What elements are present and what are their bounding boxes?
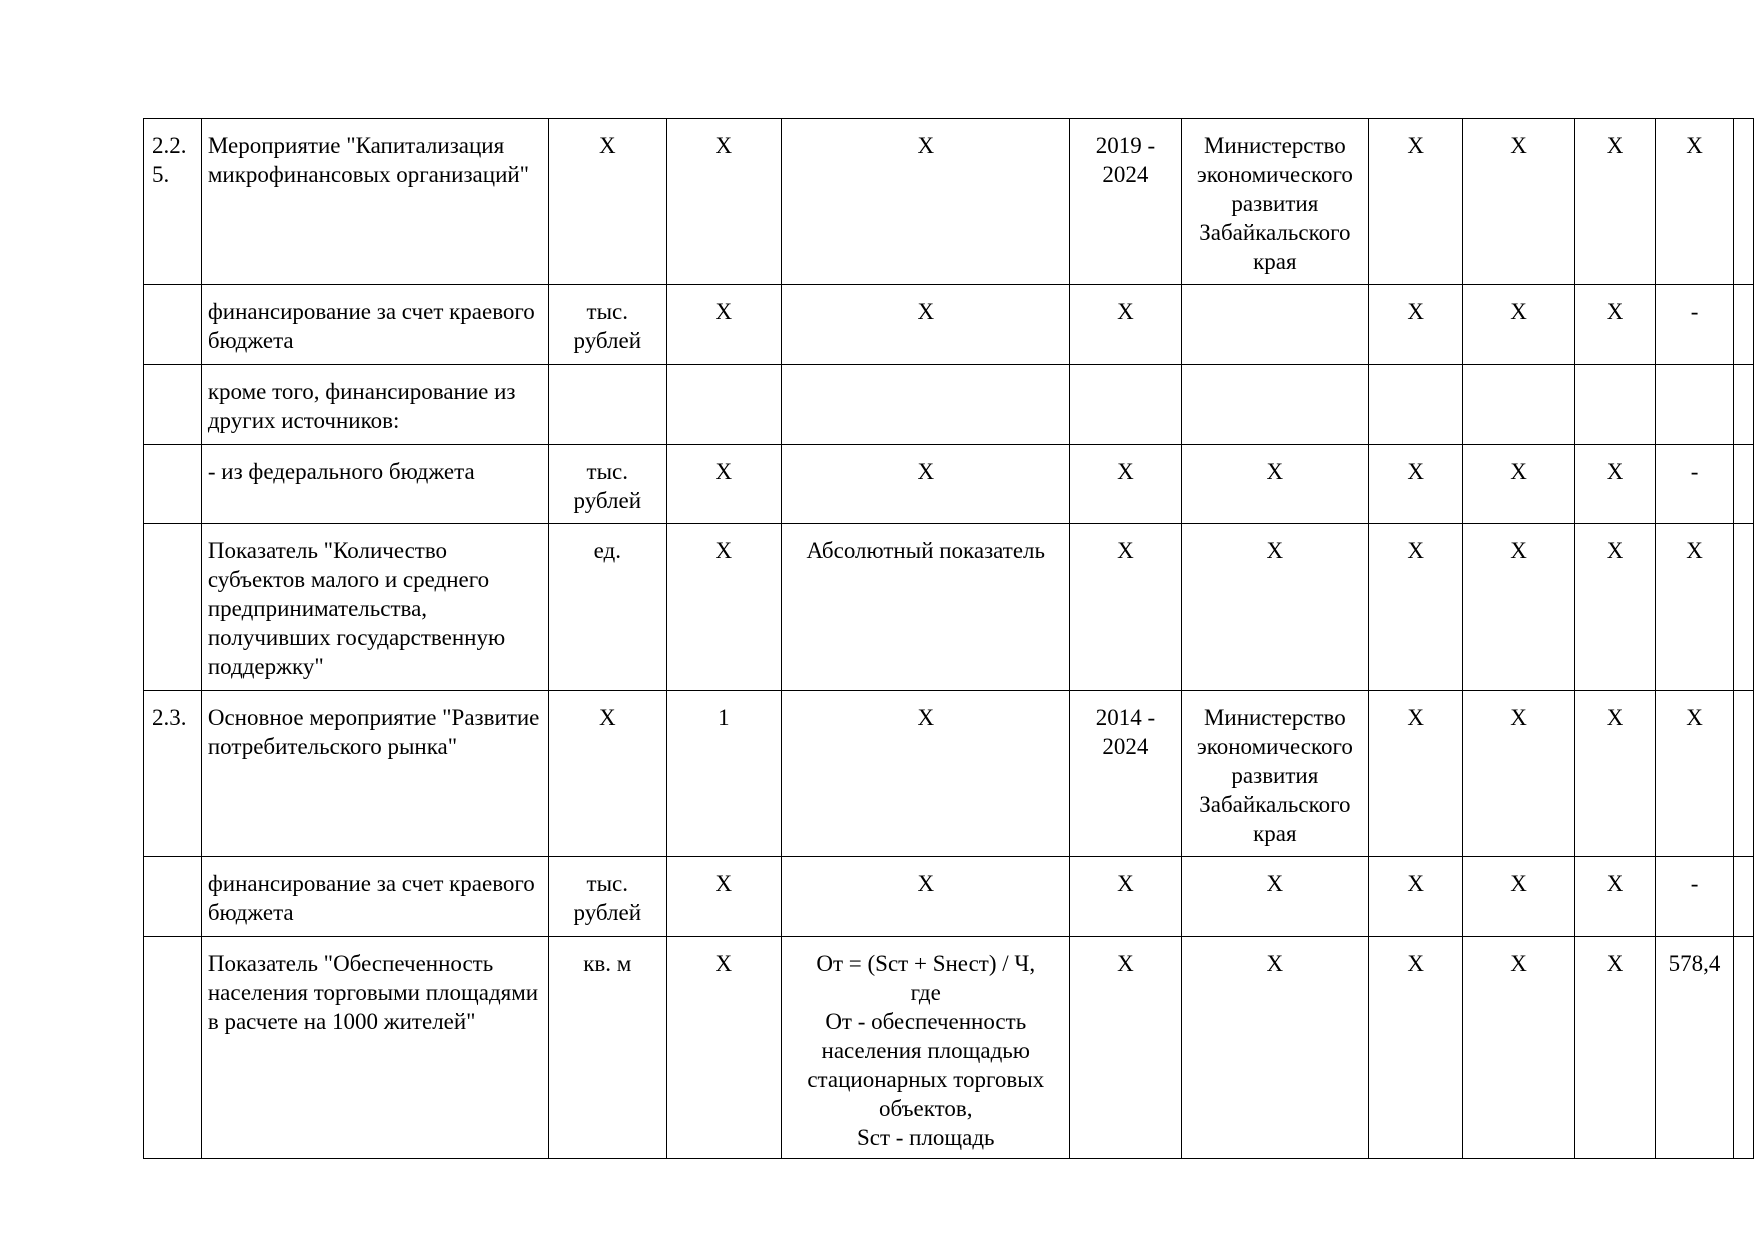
table-row xyxy=(144,285,1754,365)
row-number-cell: 2.2. 5. xyxy=(144,119,202,285)
table-row xyxy=(144,691,1754,857)
executor-cell: Министерство экономического развития Забайкальского края xyxy=(1181,119,1369,285)
activity-name-cell: кроме того, финансирование из других источников: xyxy=(201,365,548,445)
column-9-cell: X xyxy=(1574,691,1655,857)
executor-cell: X xyxy=(1181,524,1369,691)
column-3-cell: X xyxy=(666,524,782,691)
activity-name-cell: Основное мероприятие "Развитие потребительского рынка" xyxy=(201,691,548,857)
clipped-column-cell xyxy=(1733,937,1753,1159)
period-cell: X xyxy=(1070,857,1181,937)
table-row xyxy=(144,857,1754,937)
executor-cell: Министерство экономического развития Забайкальского края xyxy=(1181,691,1369,857)
activity-name-cell: финансирование за счет краевого бюджета xyxy=(201,857,548,937)
method-cell: X xyxy=(782,119,1070,285)
column-10-cell: - xyxy=(1656,445,1734,524)
table-row xyxy=(144,365,1754,445)
column-7-cell: X xyxy=(1369,119,1463,285)
column-8-cell: X xyxy=(1463,937,1575,1159)
table-row xyxy=(144,524,1754,691)
column-3-cell: X xyxy=(666,937,782,1159)
period-cell: 2019 - 2024 xyxy=(1070,119,1181,285)
method-cell: X xyxy=(782,285,1070,365)
period-cell: X xyxy=(1070,445,1181,524)
column-10-cell: X xyxy=(1656,524,1734,691)
column-8-cell: X xyxy=(1463,857,1575,937)
column-8-cell: X xyxy=(1463,119,1575,285)
activity-name-cell: Мероприятие "Капитализация микрофинансовых организаций" xyxy=(201,119,548,285)
unit-cell: ед. xyxy=(549,524,666,691)
unit-cell: X xyxy=(549,119,666,285)
column-8-cell: X xyxy=(1463,445,1575,524)
method-cell: Абсолютный показатель xyxy=(782,524,1070,691)
row-number-cell xyxy=(144,937,202,1159)
column-8-cell: X xyxy=(1463,285,1575,365)
table-row xyxy=(144,445,1754,524)
column-9-cell: X xyxy=(1574,524,1655,691)
executor-cell: X xyxy=(1181,445,1369,524)
column-3-cell xyxy=(666,365,782,445)
method-cell xyxy=(782,365,1070,445)
column-8-cell: X xyxy=(1463,691,1575,857)
clipped-column-cell xyxy=(1733,524,1753,691)
column-10-cell: X xyxy=(1656,119,1734,285)
column-10-cell xyxy=(1656,365,1734,445)
unit-cell: кв. м xyxy=(549,937,666,1159)
column-7-cell: X xyxy=(1369,857,1463,937)
clipped-column-cell xyxy=(1733,691,1753,857)
column-7-cell: X xyxy=(1369,445,1463,524)
column-10-cell: - xyxy=(1656,285,1734,365)
unit-cell xyxy=(549,365,666,445)
activity-name-cell: - из федерального бюджета xyxy=(201,445,548,524)
activity-name-cell: Показатель "Количество субъектов малого и среднего предпринимательства, получивших государственную поддержку" xyxy=(201,524,548,691)
column-9-cell: X xyxy=(1574,857,1655,937)
table-row xyxy=(144,119,1754,285)
unit-cell: тыс. рублей xyxy=(549,285,666,365)
clipped-column-cell xyxy=(1733,857,1753,937)
row-number-cell: 2.3. xyxy=(144,691,202,857)
column-3-cell: 1 xyxy=(666,691,782,857)
column-10-cell: X xyxy=(1656,691,1734,857)
column-9-cell: X xyxy=(1574,285,1655,365)
column-3-cell: X xyxy=(666,857,782,937)
column-7-cell: X xyxy=(1369,524,1463,691)
clipped-column-cell xyxy=(1733,285,1753,365)
column-9-cell: X xyxy=(1574,445,1655,524)
column-8-cell: X xyxy=(1463,524,1575,691)
clipped-column-cell xyxy=(1733,119,1753,285)
column-9-cell xyxy=(1574,365,1655,445)
unit-cell: X xyxy=(549,691,666,857)
period-cell: 2014 - 2024 xyxy=(1070,691,1181,857)
method-cell: X xyxy=(782,445,1070,524)
column-7-cell xyxy=(1369,365,1463,445)
clipped-column-cell xyxy=(1733,445,1753,524)
period-cell xyxy=(1070,365,1181,445)
row-number-cell xyxy=(144,445,202,524)
executor-cell: X xyxy=(1181,857,1369,937)
row-number-cell xyxy=(144,857,202,937)
program-table xyxy=(143,118,1754,1159)
method-cell: X xyxy=(782,691,1070,857)
unit-cell: тыс. рублей xyxy=(549,445,666,524)
column-9-cell: X xyxy=(1574,937,1655,1159)
column-3-cell: X xyxy=(666,285,782,365)
executor-cell: X xyxy=(1181,937,1369,1159)
executor-cell xyxy=(1181,365,1369,445)
clipped-column-cell xyxy=(1733,365,1753,445)
period-cell: X xyxy=(1070,937,1181,1159)
column-3-cell: X xyxy=(666,119,782,285)
column-3-cell: X xyxy=(666,445,782,524)
period-cell: X xyxy=(1070,524,1181,691)
period-cell: X xyxy=(1070,285,1181,365)
row-number-cell xyxy=(144,524,202,691)
column-8-cell xyxy=(1463,365,1575,445)
row-number-cell xyxy=(144,285,202,365)
column-7-cell: X xyxy=(1369,691,1463,857)
column-7-cell: X xyxy=(1369,285,1463,365)
method-cell: От = (Sст + Sнест) / Ч, где От - обеспеченность населения площадью стационарных торговых объектов, Sст - площадь xyxy=(782,937,1070,1159)
unit-cell: тыс. рублей xyxy=(549,857,666,937)
method-cell: X xyxy=(782,857,1070,937)
activity-name-cell: Показатель "Обеспеченность населения торговыми площадями в расчете на 1000 жителей" xyxy=(201,937,548,1159)
executor-cell xyxy=(1181,285,1369,365)
column-7-cell: X xyxy=(1369,937,1463,1159)
row-number-cell xyxy=(144,365,202,445)
activity-name-cell: финансирование за счет краевого бюджета xyxy=(201,285,548,365)
column-10-cell: 578,4 xyxy=(1656,937,1734,1159)
column-10-cell: - xyxy=(1656,857,1734,937)
table-row xyxy=(144,937,1754,1159)
column-9-cell: X xyxy=(1574,119,1655,285)
